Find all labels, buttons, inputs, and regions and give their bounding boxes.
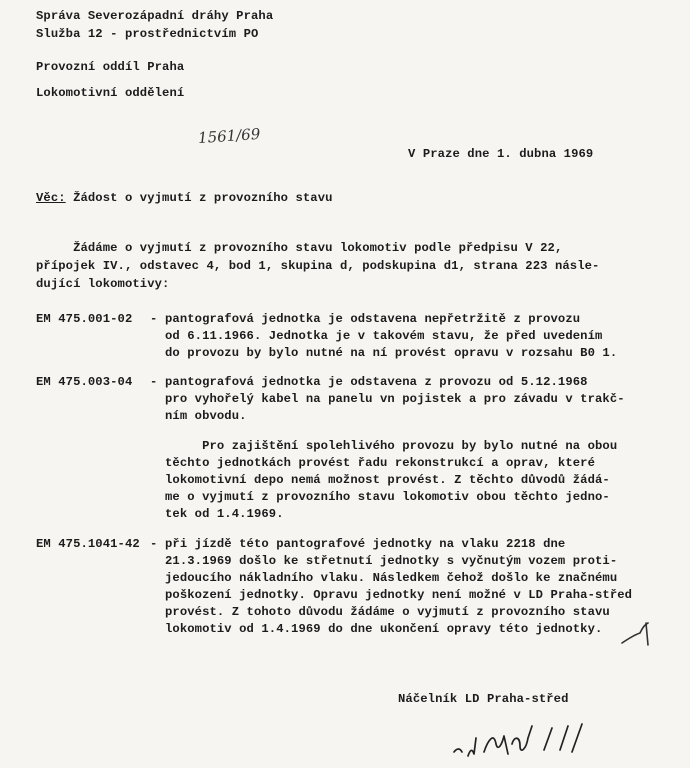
item-3-line-5: provést. Z tohoto důvodu žádáme o vyjmutí z provozního stavu xyxy=(165,605,610,619)
middle-paragraph-line-5: tek od 1.4.1969. xyxy=(165,507,284,521)
handwritten-signature xyxy=(448,714,608,764)
item-3-line-2: 21.3.1969 došlo ke střetnutí jednotky s vyčnutým vozem proti- xyxy=(165,554,618,568)
handwritten-initials-mark xyxy=(618,615,658,655)
header-line-2: Služba 12 - prostřednictvím PO xyxy=(36,27,259,41)
item-1-id: EM 475.001-02 xyxy=(36,312,133,326)
place-and-date: V Praze dne 1. dubna 1969 xyxy=(408,147,594,161)
intro-line-3: dující lokomotivy: xyxy=(36,277,170,291)
middle-paragraph-line-1: Pro zajištění spolehlivého provozu by bylo nutné na obou xyxy=(165,439,618,453)
subject-label: Věc: xyxy=(36,191,66,205)
item-3-line-3: jedoucího nákladního vlaku. Následkem čehož došlo ke značnému xyxy=(165,571,618,585)
header-line-3: Provozní oddíl Praha xyxy=(36,60,185,74)
handwritten-reference-number: 1561/69 xyxy=(197,124,261,148)
item-2-line-2: pro vyhořelý kabel na panelu vn pojistek a pro závadu v trakč- xyxy=(165,392,625,406)
item-2-line-1: pantografová jednotka je odstavena z provozu od 5.12.1968 xyxy=(165,375,588,389)
item-1-line-3: do provozu by bylo nutné na ní provést opravu v rozsahu B0 1. xyxy=(165,346,618,360)
intro-line-1: Žádáme o vyjmutí z provozního stavu lokomotiv podle předpisu V 22, xyxy=(36,241,563,255)
header-line-4: Lokomotivní oddělení xyxy=(36,86,185,100)
item-2-line-3: ním obvodu. xyxy=(165,409,247,423)
item-1-dash: - xyxy=(150,312,158,326)
header-line-1: Správa Severozápadní dráhy Praha xyxy=(36,9,274,23)
middle-paragraph-line-2: těchto jednotkách provést řadu rekonstrukcí a oprav, které xyxy=(165,456,595,470)
item-3-id: EM 475.1041-42 xyxy=(36,537,140,551)
item-1-line-2: od 6.11.1966. Jednotka je v takovém stavu, že před uvedením xyxy=(165,329,603,343)
item-2-dash: - xyxy=(150,375,158,389)
item-1-line-1: pantografová jednotka je odstavena nepřetržitě z provozu xyxy=(165,312,581,326)
signature-title: Náčelník LD Praha-střed xyxy=(398,692,569,706)
subject-line xyxy=(36,190,333,206)
item-3-line-1: při jízdě této pantografové jednotky na vlaku 2218 dne xyxy=(165,537,566,551)
middle-paragraph-line-3: lokomotivní depo nemá možnost provést. Z těchto důvodů žádá- xyxy=(165,473,610,487)
subject-text: Žádost o vyjmutí z provozního stavu xyxy=(65,191,333,205)
intro-line-2: přípojek IV., odstavec 4, bod 1, skupina d, podskupina d1, strana 223 násle- xyxy=(36,259,600,273)
middle-paragraph-line-4: me o vyjmutí z provozního stavu lokomotiv obou těchto jedno- xyxy=(165,490,610,504)
item-3-line-4: poškození jednotky. Opravu jednotky není možné v LD Praha-střed xyxy=(165,588,633,602)
item-3-dash: - xyxy=(150,537,158,551)
item-3-line-6: lokomotiv od 1.4.1969 do dne ukončení opravy této jednotky. xyxy=(165,622,603,636)
item-2-id: EM 475.003-04 xyxy=(36,375,133,389)
